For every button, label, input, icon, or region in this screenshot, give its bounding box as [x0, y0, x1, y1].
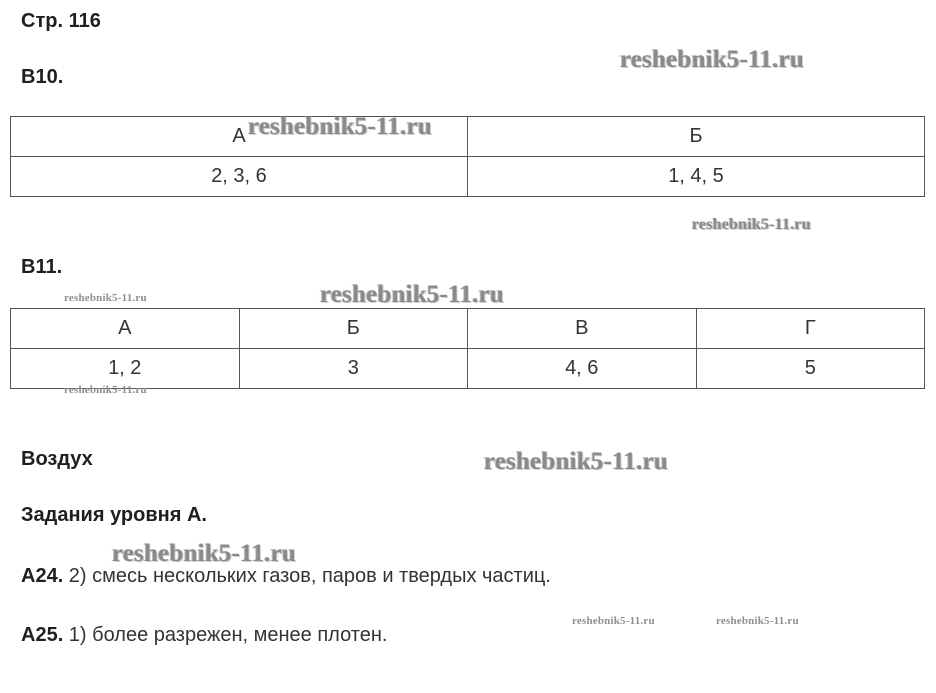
table-row — [11, 117, 925, 157]
task-a25-label: А25. — [21, 624, 64, 646]
watermark: reshebnik5-11.ru — [320, 281, 505, 308]
task-b10-label: В10. — [21, 66, 64, 88]
table-cell: 4, 6 — [468, 349, 697, 389]
table-cell: 1, 4, 5 — [468, 157, 925, 197]
task-a25-text: 1) более разрежен, менее плотен. — [63, 624, 388, 646]
table-header-cell: Б — [468, 117, 925, 157]
watermark: reshebnik5-11.ru — [112, 540, 297, 567]
table-cell: 5 — [696, 349, 925, 389]
table-header-cell: А — [11, 117, 468, 157]
task-a24-text: 2) смесь нескольких газов, паров и твердых частиц. — [63, 565, 551, 587]
table-header-cell: А — [11, 309, 240, 349]
task-a25 — [21, 624, 387, 647]
page-number: Стр. 116 — [21, 10, 101, 32]
watermark: reshebnik5-11.ru — [692, 216, 811, 233]
watermark: reshebnik5-11.ru — [620, 46, 805, 73]
watermark: reshebnik5-11.ru — [572, 615, 655, 627]
watermark: reshebnik5-11.ru — [64, 292, 147, 304]
table-header-cell: В — [468, 309, 697, 349]
table-row — [11, 349, 925, 389]
subsection-title: Задания уровня А. — [21, 504, 207, 526]
watermark: reshebnik5-11.ru — [248, 113, 433, 140]
watermark: reshebnik5-11.ru — [716, 615, 799, 627]
task-b10-table — [10, 116, 925, 197]
task-a24 — [21, 565, 551, 588]
watermark: reshebnik5-11.ru — [64, 384, 147, 396]
task-a24-label: А24. — [21, 565, 64, 587]
table-row — [11, 157, 925, 197]
table-cell: 3 — [239, 349, 468, 389]
watermark: reshebnik5-11.ru — [484, 448, 669, 475]
table-cell: 1, 2 — [11, 349, 240, 389]
task-b11-table — [10, 308, 925, 389]
table-row — [11, 309, 925, 349]
task-b11-label: В11. — [21, 256, 63, 278]
table-cell: 2, 3, 6 — [11, 157, 468, 197]
table-header-cell: Б — [239, 309, 468, 349]
table-header-cell: Г — [696, 309, 925, 349]
section-title: Воздух — [21, 448, 93, 470]
